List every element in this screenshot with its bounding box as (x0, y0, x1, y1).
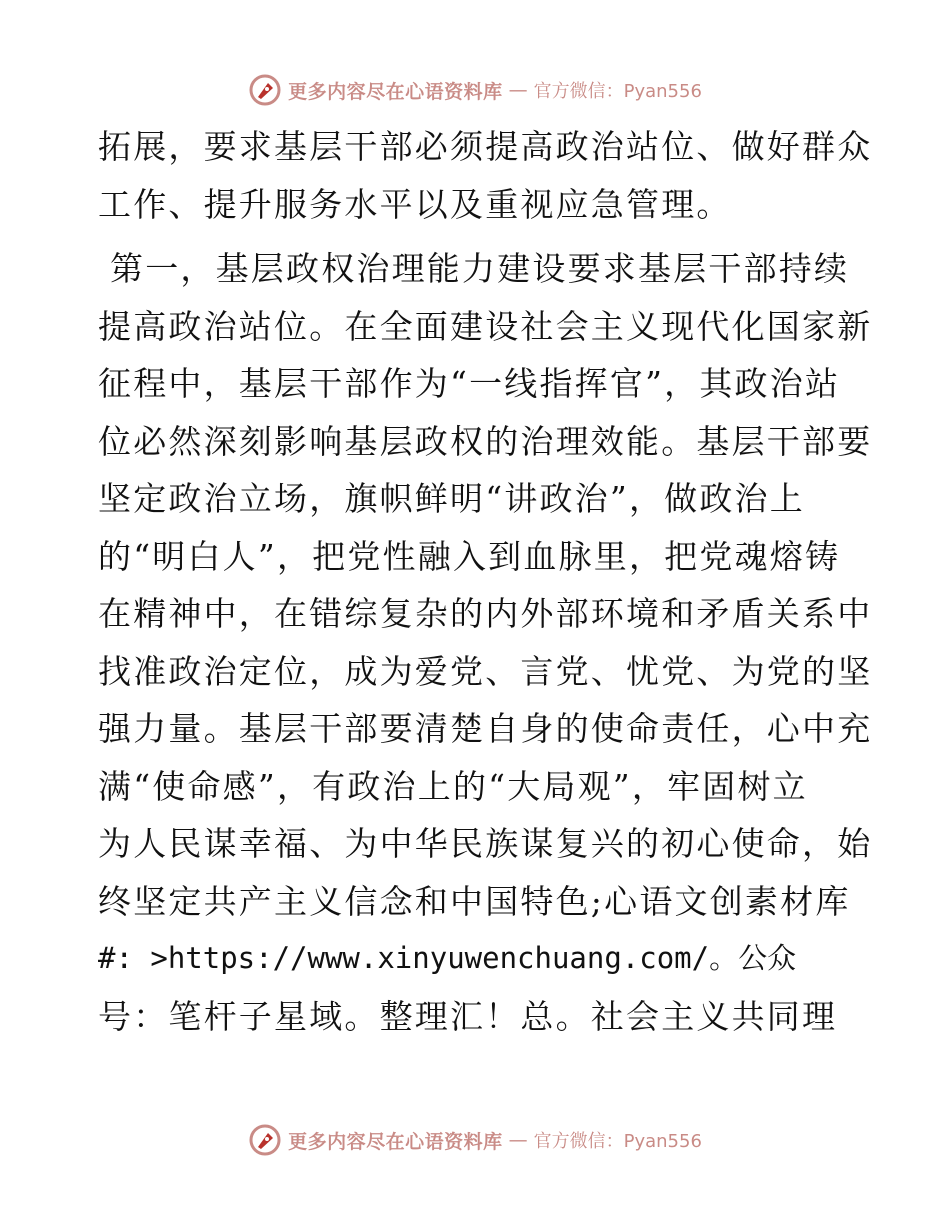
paragraph (98, 240, 873, 1045)
text-line: 号：笔杆子星域。整理汇！总。社会主义共同理 (98, 996, 838, 1036)
link-text-line: #: >https://www.xinyuwenchuang.com/。公众 (98, 941, 797, 975)
watermark-site-text: 更多内容尽在心语资料库 (288, 1130, 503, 1153)
text-line: 工作、提升服务水平以及重视应急管理。 (98, 184, 732, 224)
text-line: 强力量。基层干部要清楚自身的使命责任，心中充 (98, 709, 873, 748)
pen-nib-circle-icon (248, 1123, 282, 1157)
text-line: 坚定政治立场，旗帜鲜明“讲政治”，做政治上 (98, 479, 805, 518)
pen-nib-circle-icon (248, 73, 282, 107)
text-line: 位必然深刻影响基层政权的治理效能。基层干部要 (98, 421, 873, 461)
watermark-dash: — (508, 79, 528, 101)
text-line: 终坚定共产主义信念和中国特色;心语文创素材库 (98, 881, 851, 921)
text-line: 找准政治定位，成为爱党、言党、忧党、为党的坚 (98, 651, 873, 691)
watermark-wechat-text: 官方微信：Pyan556 (533, 1131, 702, 1152)
header-watermark (0, 70, 950, 110)
text-line: 为人民谋幸福、为中华民族谋复兴的初心使命，始 (98, 824, 873, 863)
text-line: 在精神中，在错综复杂的内外部环境和矛盾关系中 (98, 594, 873, 633)
watermark-wechat-text: 官方微信：Pyan556 (533, 81, 702, 102)
text-line: 的“明白人”，把党性融入到血脉里，把党魂熔铸 (98, 536, 841, 576)
document-body (98, 118, 873, 1045)
text-line: 满“使命感”，有政治上的“大局观”，牢固树立 (98, 766, 808, 806)
footer-watermark (0, 1120, 950, 1160)
text-line: 第一，基层政权治理能力建设要求基层干部持续 (110, 249, 850, 288)
paragraph (98, 118, 873, 233)
text-line: 提高政治站位。在全面建设社会主义现代化国家新 (98, 306, 873, 346)
text-line: 拓展，要求基层干部必须提高政治站位、做好群众 (98, 127, 873, 166)
watermark-dash: — (508, 1129, 528, 1151)
watermark-site-text: 更多内容尽在心语资料库 (288, 80, 503, 103)
text-line: 征程中，基层干部作为“一线指挥官”，其政治站 (98, 364, 841, 403)
